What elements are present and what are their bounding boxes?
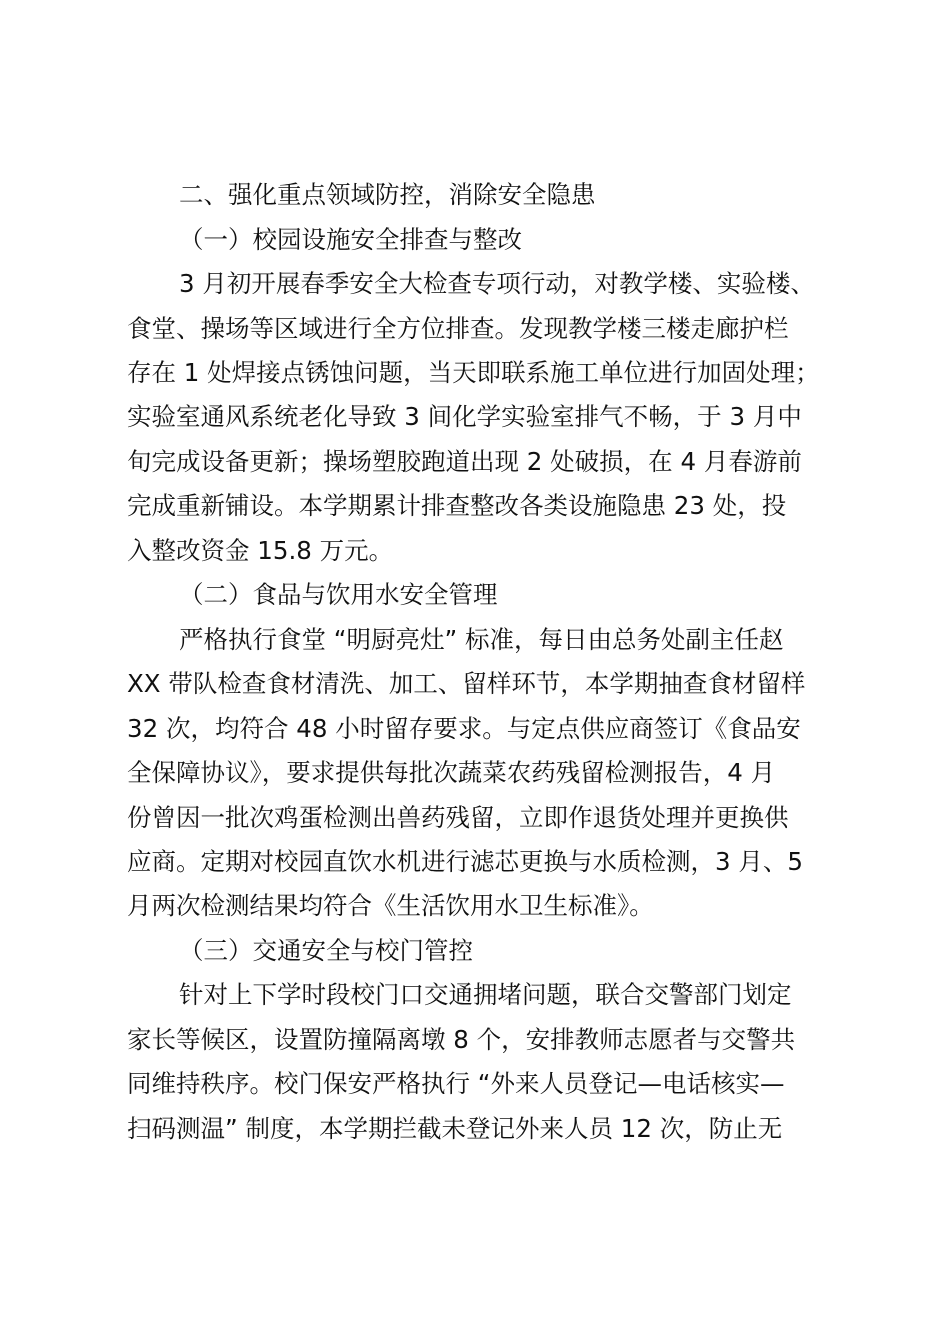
paragraph-line: 家长等候区，设置防撞隔离墩 8 个，安排教师志愿者与交警共 (127, 1025, 796, 1054)
section-heading: 二、强化重点领域防控，消除安全隐患 (179, 180, 596, 209)
subsection-title-2: （二）食品与饮用水安全管理 (179, 580, 498, 609)
paragraph-line: 月两次检测结果均符合《生活饮用水卫生标准》。 (127, 891, 654, 920)
paragraph-line: 同维持秩序。校门保安严格执行 “外来人员登记—电话核实— (127, 1069, 785, 1098)
paragraph-line: XX 带队检查食材清洗、加工、留样环节，本学期抽查食材留样 (127, 669, 806, 698)
paragraph-line: 入整改资金 15.8 万元。 (127, 536, 394, 565)
paragraph-line: 完成重新铺设。本学期累计排查整改各类设施隐患 23 处，投 (127, 491, 787, 520)
subsection-title-3: （三）交通安全与校门管控 (179, 936, 473, 965)
paragraph-line: 旬完成设备更新；操场塑胶跑道出现 2 处破损，在 4 月春游前 (127, 447, 802, 476)
paragraph-line: 存在 1 处焊接点锈蚀问题，当天即联系施工单位进行加固处理； (127, 358, 820, 387)
paragraph-line: 针对上下学时段校门口交通拥堵问题，联合交警部门划定 (179, 980, 792, 1009)
paragraph-line: 全保障协议》，要求提供每批次蔬菜农药残留检测报告，4 月 (127, 758, 776, 787)
paragraph-line: 份曾因一批次鸡蛋检测出兽药残留，立即作退货处理并更换供 (127, 803, 789, 832)
paragraph-line: 实验室通风系统老化导致 3 间化学实验室排气不畅，于 3 月中 (127, 402, 802, 431)
paragraph-line: 3 月初开展春季安全大检查专项行动，对教学楼、实验楼、 (179, 269, 815, 298)
paragraph-line: 32 次，均符合 48 小时留存要求。与定点供应商签订《食品安 (127, 714, 801, 743)
paragraph-line: 扫码测温” 制度，本学期拦截未登记外来人员 12 次，防止无 (127, 1114, 783, 1143)
subsection-title-1: （一）校园设施安全排查与整改 (179, 225, 522, 254)
paragraph-line: 食堂、操场等区域进行全方位排查。发现教学楼三楼走廊护栏 (127, 314, 789, 343)
paragraph-line: 严格执行食堂 “明厨亮灶” 标准，每日由总务处副主任赵 (179, 625, 784, 654)
paragraph-line: 应商。定期对校园直饮水机进行滤芯更换与水质检测，3 月、5 (127, 847, 803, 876)
